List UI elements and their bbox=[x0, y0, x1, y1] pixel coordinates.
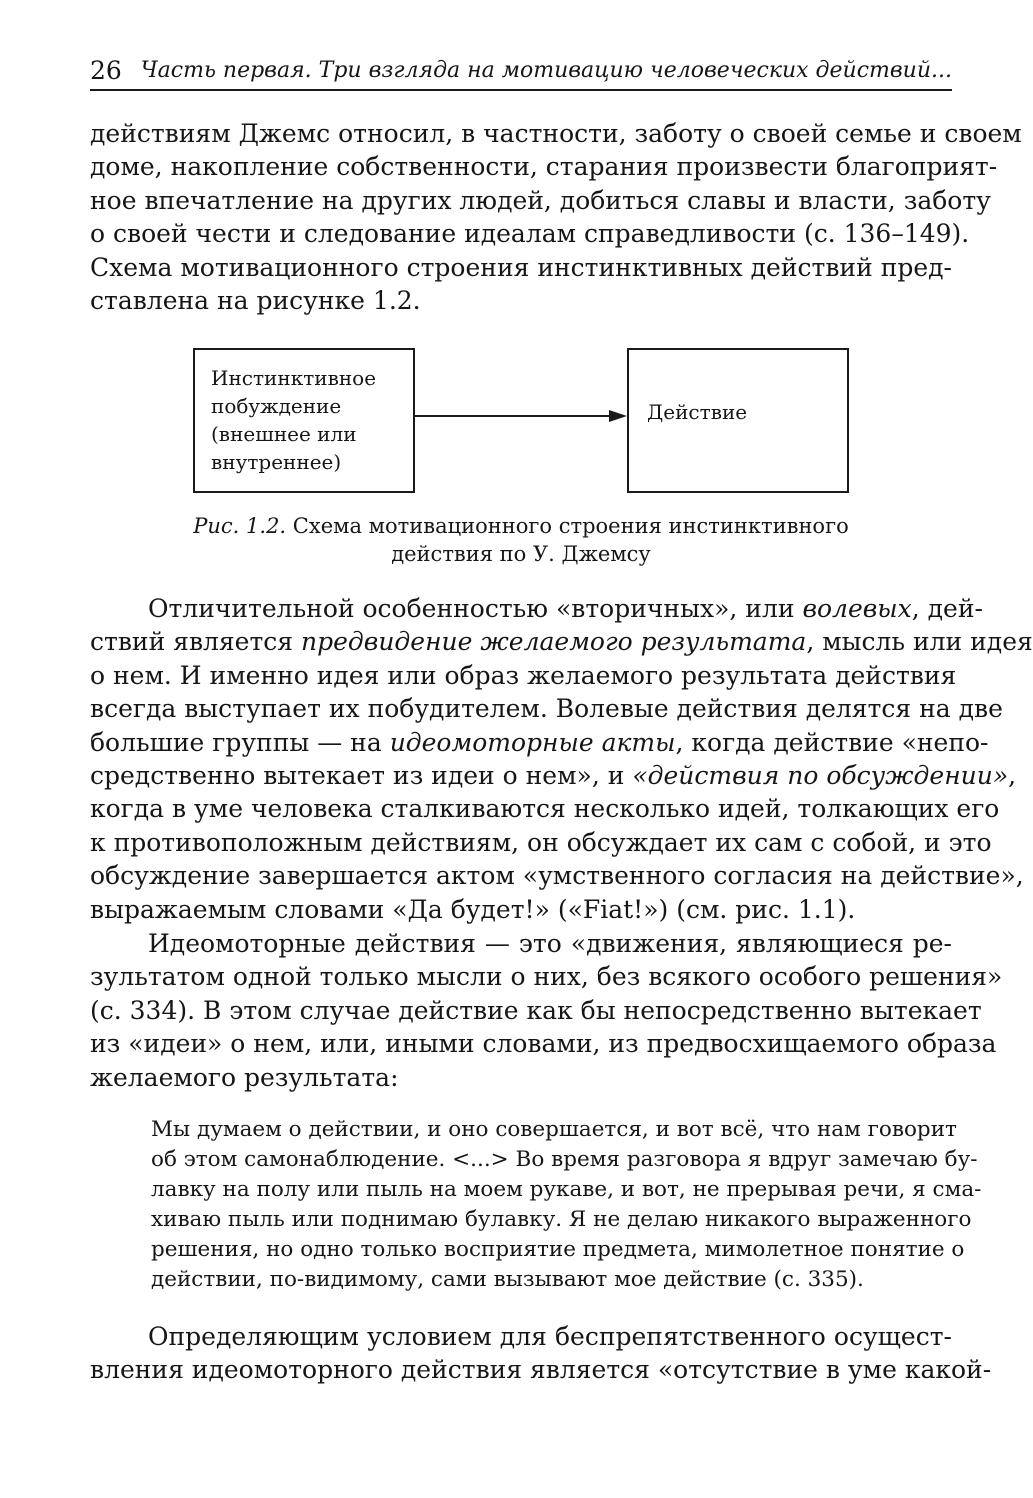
text-line: о нем. И именно идея или образ желаемого результата действия bbox=[90, 660, 957, 690]
text-line: из «идеи» о нем, или, иными словами, из предвосхищаемого образа bbox=[90, 1029, 997, 1059]
quote-line: Мы думаем о действии, и оно совершается, и вот всё, что нам говорит bbox=[151, 1117, 957, 1142]
flow-arrow bbox=[415, 408, 627, 424]
paragraph-2 bbox=[90, 592, 1033, 926]
action-box bbox=[627, 348, 849, 493]
running-title: Часть первая. Три взгляда на мотивацию человеческих действий... bbox=[140, 58, 952, 83]
text-line: доме, накопление собственности, старания произвести благоприят- bbox=[90, 152, 998, 182]
text-line: ставлена на рисунке 1.2. bbox=[90, 286, 421, 316]
quote-line: об этом самонаблюдение. <...> Во время разговора я вдруг замечаю бу- bbox=[151, 1147, 978, 1172]
text-line: обсуждение завершается актом «умственного согласия на действие», bbox=[90, 861, 1024, 891]
text-line: желаемого результата: bbox=[90, 1062, 399, 1092]
text-line: вления идеомоторного действия является «отсутствие в уме какой- bbox=[90, 1355, 992, 1385]
text-line: ствий является предвидение желаемого результата, мысль или идея bbox=[90, 627, 1033, 657]
block-quote bbox=[151, 1115, 982, 1295]
box-text-line: Инстинктивное bbox=[211, 366, 377, 390]
running-header bbox=[90, 56, 952, 88]
box-text-line: (внешнее или bbox=[211, 422, 357, 446]
instinct-impulse-box bbox=[193, 348, 415, 493]
box-text-line: побуждение bbox=[211, 394, 342, 418]
caption-text: Схема мотивационного строения инстинктивного bbox=[292, 514, 849, 538]
text-line: Идеомоторные действия — это «движения, являющиеся ре- bbox=[148, 929, 952, 958]
caption-label: Рис. 1.2. bbox=[193, 514, 287, 538]
quote-line: лавку на полу или пыль на моем рукаве, и вот, не прерывая речи, я сма- bbox=[151, 1177, 982, 1202]
action-box-label: Действие bbox=[647, 400, 748, 424]
text-line: (с. 334). В этом случае действие как бы непосредственно вытекает bbox=[90, 995, 982, 1025]
quote-line: решения, но одно только восприятие предмета, мимолетное понятие о bbox=[151, 1237, 965, 1262]
paragraph-4 bbox=[90, 1320, 992, 1387]
text-line: средственно вытекает из идеи о нем», и «действия по обсуждении», bbox=[90, 761, 1017, 791]
paragraph-3 bbox=[90, 927, 1003, 1094]
text-line: выражаемым словами «Да будет!» («Fiat!») (см. рис. 1.1). bbox=[90, 894, 856, 924]
text-line: действиям Джемс относил, в частности, заботу о своей семье и своем bbox=[90, 119, 1022, 148]
caption-text: действия по У. Джемсу bbox=[391, 542, 651, 566]
figure-caption bbox=[90, 512, 952, 568]
text-line: Отличительной особенностью «вторичных», или волевых, дей- bbox=[148, 594, 983, 623]
text-line: большие группы — на идеомоторные акты, когда действие «непо- bbox=[90, 727, 989, 757]
text-line: всегда выступает их побудителем. Волевые действия делятся на две bbox=[90, 694, 1003, 724]
header-rule bbox=[90, 89, 952, 91]
quote-line: действии, по-видимому, сами вызывают мое действие (с. 335). bbox=[151, 1267, 864, 1292]
text-line: к противоположным действиям, он обсуждает их сам с собой, и это bbox=[90, 827, 992, 857]
text-line: ное впечатление на других людей, добиться славы и власти, заботу bbox=[90, 185, 991, 215]
text-line: зультатом одной только мысли о них, без всякого особого решения» bbox=[90, 962, 1003, 992]
box-text-line: внутреннее) bbox=[211, 450, 342, 474]
paragraph-1 bbox=[90, 117, 1022, 317]
page-number: 26 bbox=[90, 56, 122, 85]
text-line: Определяющим условием для беспрепятственного осущест- bbox=[148, 1322, 952, 1351]
quote-line: хиваю пыль или поднимаю булавку. Я не делаю никакого выраженного bbox=[151, 1207, 972, 1232]
text-line: Схема мотивационного строения инстинктивных действий пред- bbox=[90, 252, 952, 282]
text-line: когда в уме человека сталкиваются несколько идей, толкающих его bbox=[90, 794, 1000, 824]
text-line: о своей чести и следование идеалам справедливости (с. 136–149). bbox=[90, 219, 970, 249]
